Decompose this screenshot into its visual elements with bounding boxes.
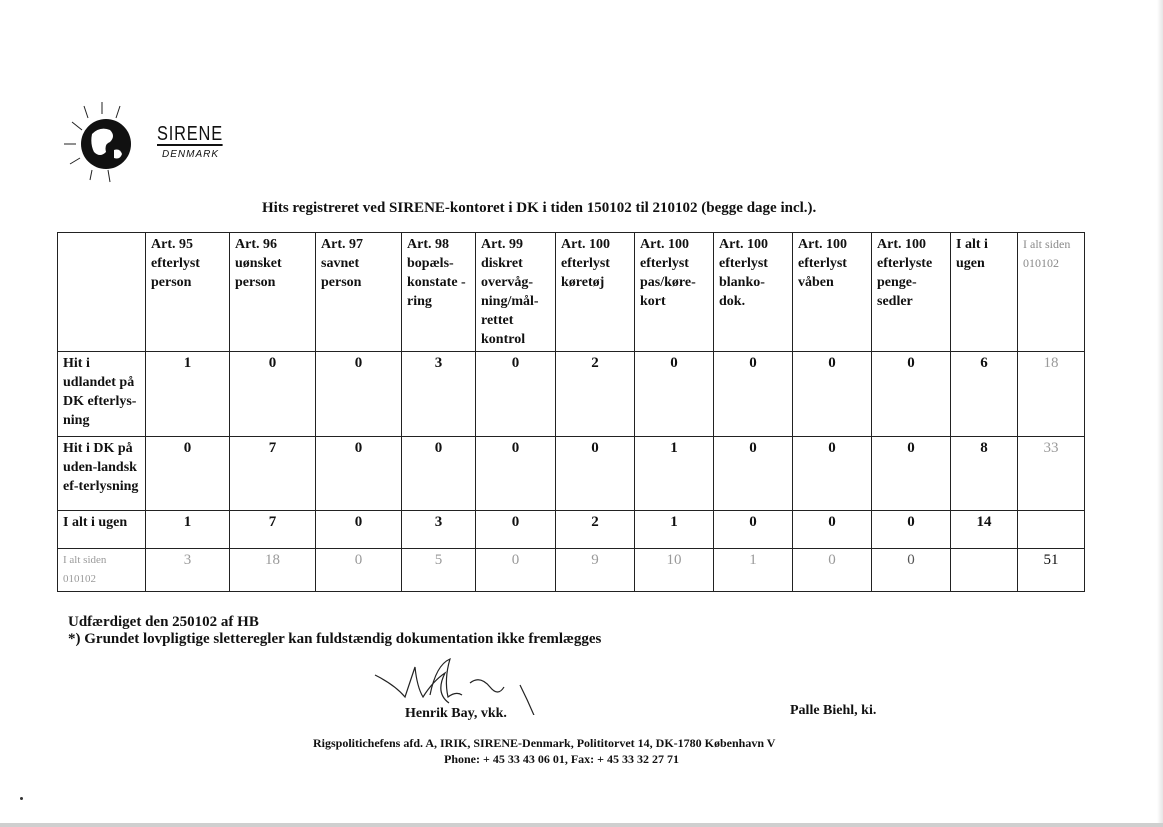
- table-cell: 51: [1018, 549, 1085, 592]
- table-cell: 0: [476, 549, 556, 592]
- table-cell: 0: [316, 511, 402, 549]
- table-cell: 0: [872, 437, 951, 511]
- row-label: Hit i udlandet på DK efterlys-ning: [58, 352, 146, 437]
- table-cell: 0: [635, 352, 714, 437]
- table-row: [58, 437, 1085, 511]
- globe-icon: [62, 100, 162, 190]
- table-cell: 0: [316, 549, 402, 592]
- table-cell: 0: [316, 352, 402, 437]
- table-cell: 0: [476, 437, 556, 511]
- table-cell: [951, 549, 1018, 592]
- table-cell: 3: [402, 352, 476, 437]
- header-cell: [58, 233, 146, 352]
- logo-name: SIRENE: [157, 123, 223, 145]
- page-title: Hits registreret ved SIRENE-kontoret i DK i tiden 150102 til 210102 (begge dage incl.).: [262, 200, 817, 216]
- table-cell: 0: [793, 352, 872, 437]
- table-cell: 0: [872, 352, 951, 437]
- table-cell: [1018, 511, 1085, 549]
- row-label: Hit i DK på uden-landsk ef-terlysning: [58, 437, 146, 511]
- table-cell: 3: [402, 511, 476, 549]
- logo-subtitle: DENMARK: [162, 149, 220, 160]
- header-cell: Art. 96 uønsket person: [230, 233, 316, 352]
- header-cell: I alt i ugen: [951, 233, 1018, 352]
- hits-table: [57, 232, 1085, 592]
- table-cell: 10: [635, 549, 714, 592]
- table-cell: 9: [556, 549, 635, 592]
- table-cell: 6: [951, 352, 1018, 437]
- table-cell: 2: [556, 511, 635, 549]
- header-cell: Art. 100 efterlyst pas/køre-kort: [635, 233, 714, 352]
- table-cell: 0: [714, 352, 793, 437]
- signer-left: Henrik Bay, vkk.: [405, 706, 507, 721]
- scan-edge: [1157, 0, 1163, 827]
- table-cell: 2: [556, 352, 635, 437]
- header-cell: Art. 99 diskret overvåg-ning/mål-rettet kontrol: [476, 233, 556, 352]
- contact-address: Rigspolitichefens afd. A, IRIK, SIRENE-Denmark, Polititorvet 14, DK-1780 København V: [313, 736, 776, 750]
- signer-right: Palle Biehl, ki.: [790, 703, 877, 718]
- table-cell: 0: [793, 549, 872, 592]
- table-cell: 8: [951, 437, 1018, 511]
- table-cell: 0: [793, 437, 872, 511]
- header-cell: Art. 100 efterlyst blanko-dok.: [714, 233, 793, 352]
- table-cell: 1: [146, 511, 230, 549]
- table-cell: 0: [476, 352, 556, 437]
- row-label: I alt siden 010102: [58, 549, 146, 592]
- table-cell: 1: [146, 352, 230, 437]
- table-cell: 0: [714, 437, 793, 511]
- header-cell: Art. 100 efterlyst køretøj: [556, 233, 635, 352]
- table-cell: 0: [476, 511, 556, 549]
- table-cell: 18: [230, 549, 316, 592]
- table-cell: 0: [402, 437, 476, 511]
- table-cell: 7: [230, 511, 316, 549]
- table-cell: 0: [793, 511, 872, 549]
- table-row: [58, 511, 1085, 549]
- table-cell: 1: [635, 437, 714, 511]
- header-cell: Art. 98 bopæls-konstate -ring: [402, 233, 476, 352]
- table-cell: 0: [316, 437, 402, 511]
- header-cell: Art. 100 efterlyst våben: [793, 233, 872, 352]
- header-cell: Art. 100 efterlyste penge-sedler: [872, 233, 951, 352]
- scan-speck: [20, 797, 23, 800]
- header-cell: Art. 97 savnet person: [316, 233, 402, 352]
- table-cell: 0: [872, 549, 951, 592]
- prepared-by-note: Udfærdiget den 250102 af HB: [68, 614, 259, 630]
- table-row: [58, 549, 1085, 592]
- scan-bottom-edge: [0, 823, 1163, 827]
- table-cell: 1: [635, 511, 714, 549]
- header-cell: I alt siden 010102: [1018, 233, 1085, 352]
- table-cell: 18: [1018, 352, 1085, 437]
- table-cell: 0: [556, 437, 635, 511]
- table-cell: 0: [714, 511, 793, 549]
- table-cell: 0: [146, 437, 230, 511]
- table-cell: 33: [1018, 437, 1085, 511]
- deletion-rules-note: *) Grundet lovpligtige sletteregler kan fuldstændig dokumentation ikke fremlægges: [68, 631, 602, 647]
- table-cell: 7: [230, 437, 316, 511]
- table-cell: 0: [230, 352, 316, 437]
- sirene-logo: [62, 100, 232, 185]
- table-row: [58, 352, 1085, 437]
- contact-phone: Phone: + 45 33 43 06 01, Fax: + 45 33 32 27 71: [444, 752, 680, 766]
- header-cell: Art. 95 efterlyst person: [146, 233, 230, 352]
- table-header-row: [58, 233, 1085, 352]
- table-cell: 14: [951, 511, 1018, 549]
- table-cell: 3: [146, 549, 230, 592]
- row-label: I alt i ugen: [58, 511, 146, 549]
- table-cell: 0: [872, 511, 951, 549]
- table-cell: 1: [714, 549, 793, 592]
- table-cell: 5: [402, 549, 476, 592]
